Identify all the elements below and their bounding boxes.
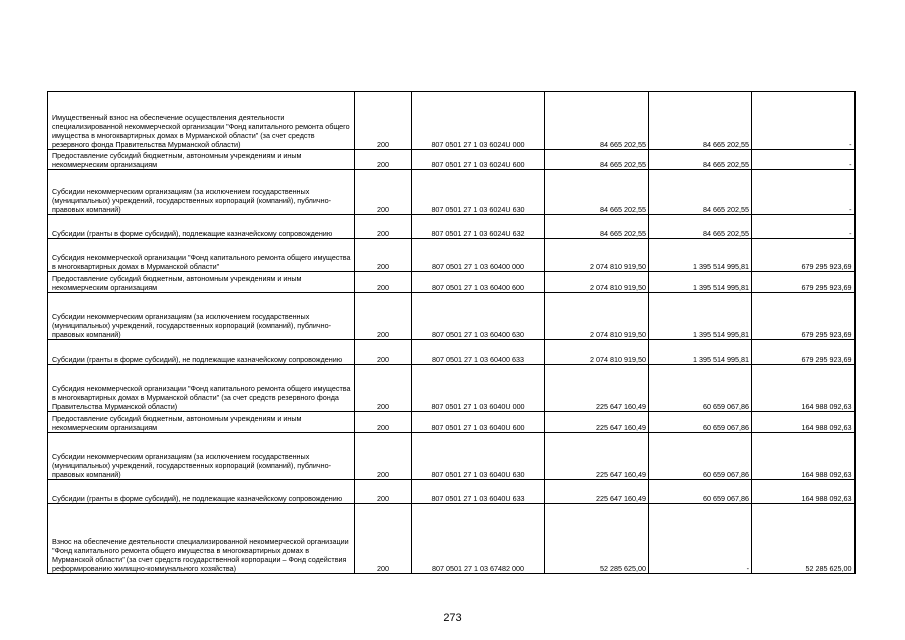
row-code: 200 (355, 92, 412, 150)
row-executed: 60 659 067,86 (649, 433, 752, 480)
table-row (48, 150, 855, 170)
table-row (48, 365, 855, 412)
row-approved: 2 074 810 919,50 (545, 239, 649, 272)
table-row (48, 272, 855, 293)
table-row (48, 480, 855, 504)
row-name: Субсидия некоммерческой организации "Фонд капитального ремонта общего имущества в многоквартирных домах в Мурманской области" (за счет средств резервного фонда Правительства Мурманской области) (48, 365, 355, 412)
row-approved: 225 647 160,49 (545, 433, 649, 480)
row-approved: 225 647 160,49 (545, 365, 649, 412)
row-name: Взнос на обеспечение деятельности специализированной некоммерческой организации "Фонд капитального ремонта общего имущества в многоквартирных домах в Мурманской области" (за счет средств государственной корпорации – Фонд содействия реформированию жилищно-коммунального хозяйства) (48, 504, 355, 574)
row-kbk: 807 0501 27 1 03 6024U 632 (412, 215, 545, 239)
row-executed: 60 659 067,86 (649, 365, 752, 412)
row-executed: 60 659 067,86 (649, 412, 752, 433)
row-unexecuted: - (752, 170, 855, 215)
row-code: 200 (355, 170, 412, 215)
table-row (48, 340, 855, 365)
row-kbk: 807 0501 27 1 03 6024U 600 (412, 150, 545, 170)
table-row (48, 293, 855, 340)
table-row (48, 239, 855, 272)
row-unexecuted: 679 295 923,69 (752, 272, 855, 293)
table-row (48, 215, 855, 239)
row-executed: 84 665 202,55 (649, 92, 752, 150)
row-kbk: 807 0501 27 1 03 60400 000 (412, 239, 545, 272)
row-unexecuted: - (752, 215, 855, 239)
row-name: Субсидии некоммерческим организациям (за исключением государственных (муниципальных) учреждений, государственных корпораций (компаний), публично-правовых компаний) (48, 170, 355, 215)
row-code: 200 (355, 412, 412, 433)
row-executed: 1 395 514 995,81 (649, 293, 752, 340)
row-code: 200 (355, 150, 412, 170)
row-kbk: 807 0501 27 1 03 60400 633 (412, 340, 545, 365)
row-unexecuted: 164 988 092,63 (752, 480, 855, 504)
row-code: 200 (355, 504, 412, 574)
table-row (48, 504, 855, 574)
table-body (48, 92, 855, 574)
row-approved: 52 285 625,00 (545, 504, 649, 574)
row-unexecuted: 164 988 092,63 (752, 365, 855, 412)
row-code: 200 (355, 239, 412, 272)
row-unexecuted: 52 285 625,00 (752, 504, 855, 574)
row-name: Предоставление субсидий бюджетным, автономным учреждениям и иным некоммерческим организациям (48, 412, 355, 433)
row-kbk: 807 0501 27 1 03 6040U 633 (412, 480, 545, 504)
row-kbk: 807 0501 27 1 03 6024U 000 (412, 92, 545, 150)
row-name: Субсидии (гранты в форме субсидий), подлежащие казначейскому сопровождению (48, 215, 355, 239)
row-name: Предоставление субсидий бюджетным, автономным учреждениям и иным некоммерческим организациям (48, 150, 355, 170)
row-kbk: 807 0501 27 1 03 60400 630 (412, 293, 545, 340)
row-approved: 84 665 202,55 (545, 92, 649, 150)
row-unexecuted: 679 295 923,69 (752, 239, 855, 272)
row-unexecuted: 679 295 923,69 (752, 293, 855, 340)
row-approved: 84 665 202,55 (545, 215, 649, 239)
row-code: 200 (355, 433, 412, 480)
row-executed: 84 665 202,55 (649, 215, 752, 239)
row-executed: 1 395 514 995,81 (649, 239, 752, 272)
row-code: 200 (355, 480, 412, 504)
page-number: 273 (443, 612, 462, 624)
table-row (48, 170, 855, 215)
row-kbk: 807 0501 27 1 03 6040U 000 (412, 365, 545, 412)
row-name: Субсидии некоммерческим организациям (за исключением государственных (муниципальных) учреждений, государственных корпораций (компаний), публично-правовых компаний) (48, 293, 355, 340)
row-code: 200 (355, 293, 412, 340)
row-kbk: 807 0501 27 1 03 67482 000 (412, 504, 545, 574)
row-executed: 84 665 202,55 (649, 170, 752, 215)
row-name: Субсидии (гранты в форме субсидий), не подлежащие казначейскому сопровождению (48, 480, 355, 504)
row-kbk: 807 0501 27 1 03 6040U 630 (412, 433, 545, 480)
row-name: Имущественный взнос на обеспечение осуществления деятельности специализированной некоммерческой организации "Фонд капитального ремонта общего имущества в многоквартирных домах в Мурманской области" (за счет средств резервного фонда Правительства Мурманской области) (48, 92, 355, 150)
row-approved: 84 665 202,55 (545, 150, 649, 170)
row-name: Субсидии (гранты в форме субсидий), не подлежащие казначейскому сопровождению (48, 340, 355, 365)
table-row (48, 412, 855, 433)
row-name: Субсидия некоммерческой организации "Фонд капитального ремонта общего имущества в многоквартирных домах в Мурманской области" (48, 239, 355, 272)
row-approved: 84 665 202,55 (545, 170, 649, 215)
table-row (48, 92, 855, 150)
row-code: 200 (355, 340, 412, 365)
row-approved: 225 647 160,49 (545, 412, 649, 433)
table-row (48, 433, 855, 480)
row-executed: 1 395 514 995,81 (649, 272, 752, 293)
row-code: 200 (355, 365, 412, 412)
row-kbk: 807 0501 27 1 03 60400 600 (412, 272, 545, 293)
row-unexecuted: - (752, 150, 855, 170)
row-kbk: 807 0501 27 1 03 6024U 630 (412, 170, 545, 215)
row-name: Субсидии некоммерческим организациям (за исключением государственных (муниципальных) учреждений, государственных корпораций (компаний), публично-правовых компаний) (48, 433, 355, 480)
row-executed: - (649, 504, 752, 574)
row-approved: 2 074 810 919,50 (545, 340, 649, 365)
row-unexecuted: 679 295 923,69 (752, 340, 855, 365)
budget-execution-table (47, 91, 856, 574)
row-name: Предоставление субсидий бюджетным, автономным учреждениям и иным некоммерческим организациям (48, 272, 355, 293)
row-approved: 2 074 810 919,50 (545, 293, 649, 340)
row-unexecuted: - (752, 92, 855, 150)
row-approved: 225 647 160,49 (545, 480, 649, 504)
row-executed: 60 659 067,86 (649, 480, 752, 504)
row-unexecuted: 164 988 092,63 (752, 433, 855, 480)
row-approved: 2 074 810 919,50 (545, 272, 649, 293)
row-unexecuted: 164 988 092,63 (752, 412, 855, 433)
row-code: 200 (355, 272, 412, 293)
row-kbk: 807 0501 27 1 03 6040U 600 (412, 412, 545, 433)
row-executed: 1 395 514 995,81 (649, 340, 752, 365)
row-executed: 84 665 202,55 (649, 150, 752, 170)
row-code: 200 (355, 215, 412, 239)
